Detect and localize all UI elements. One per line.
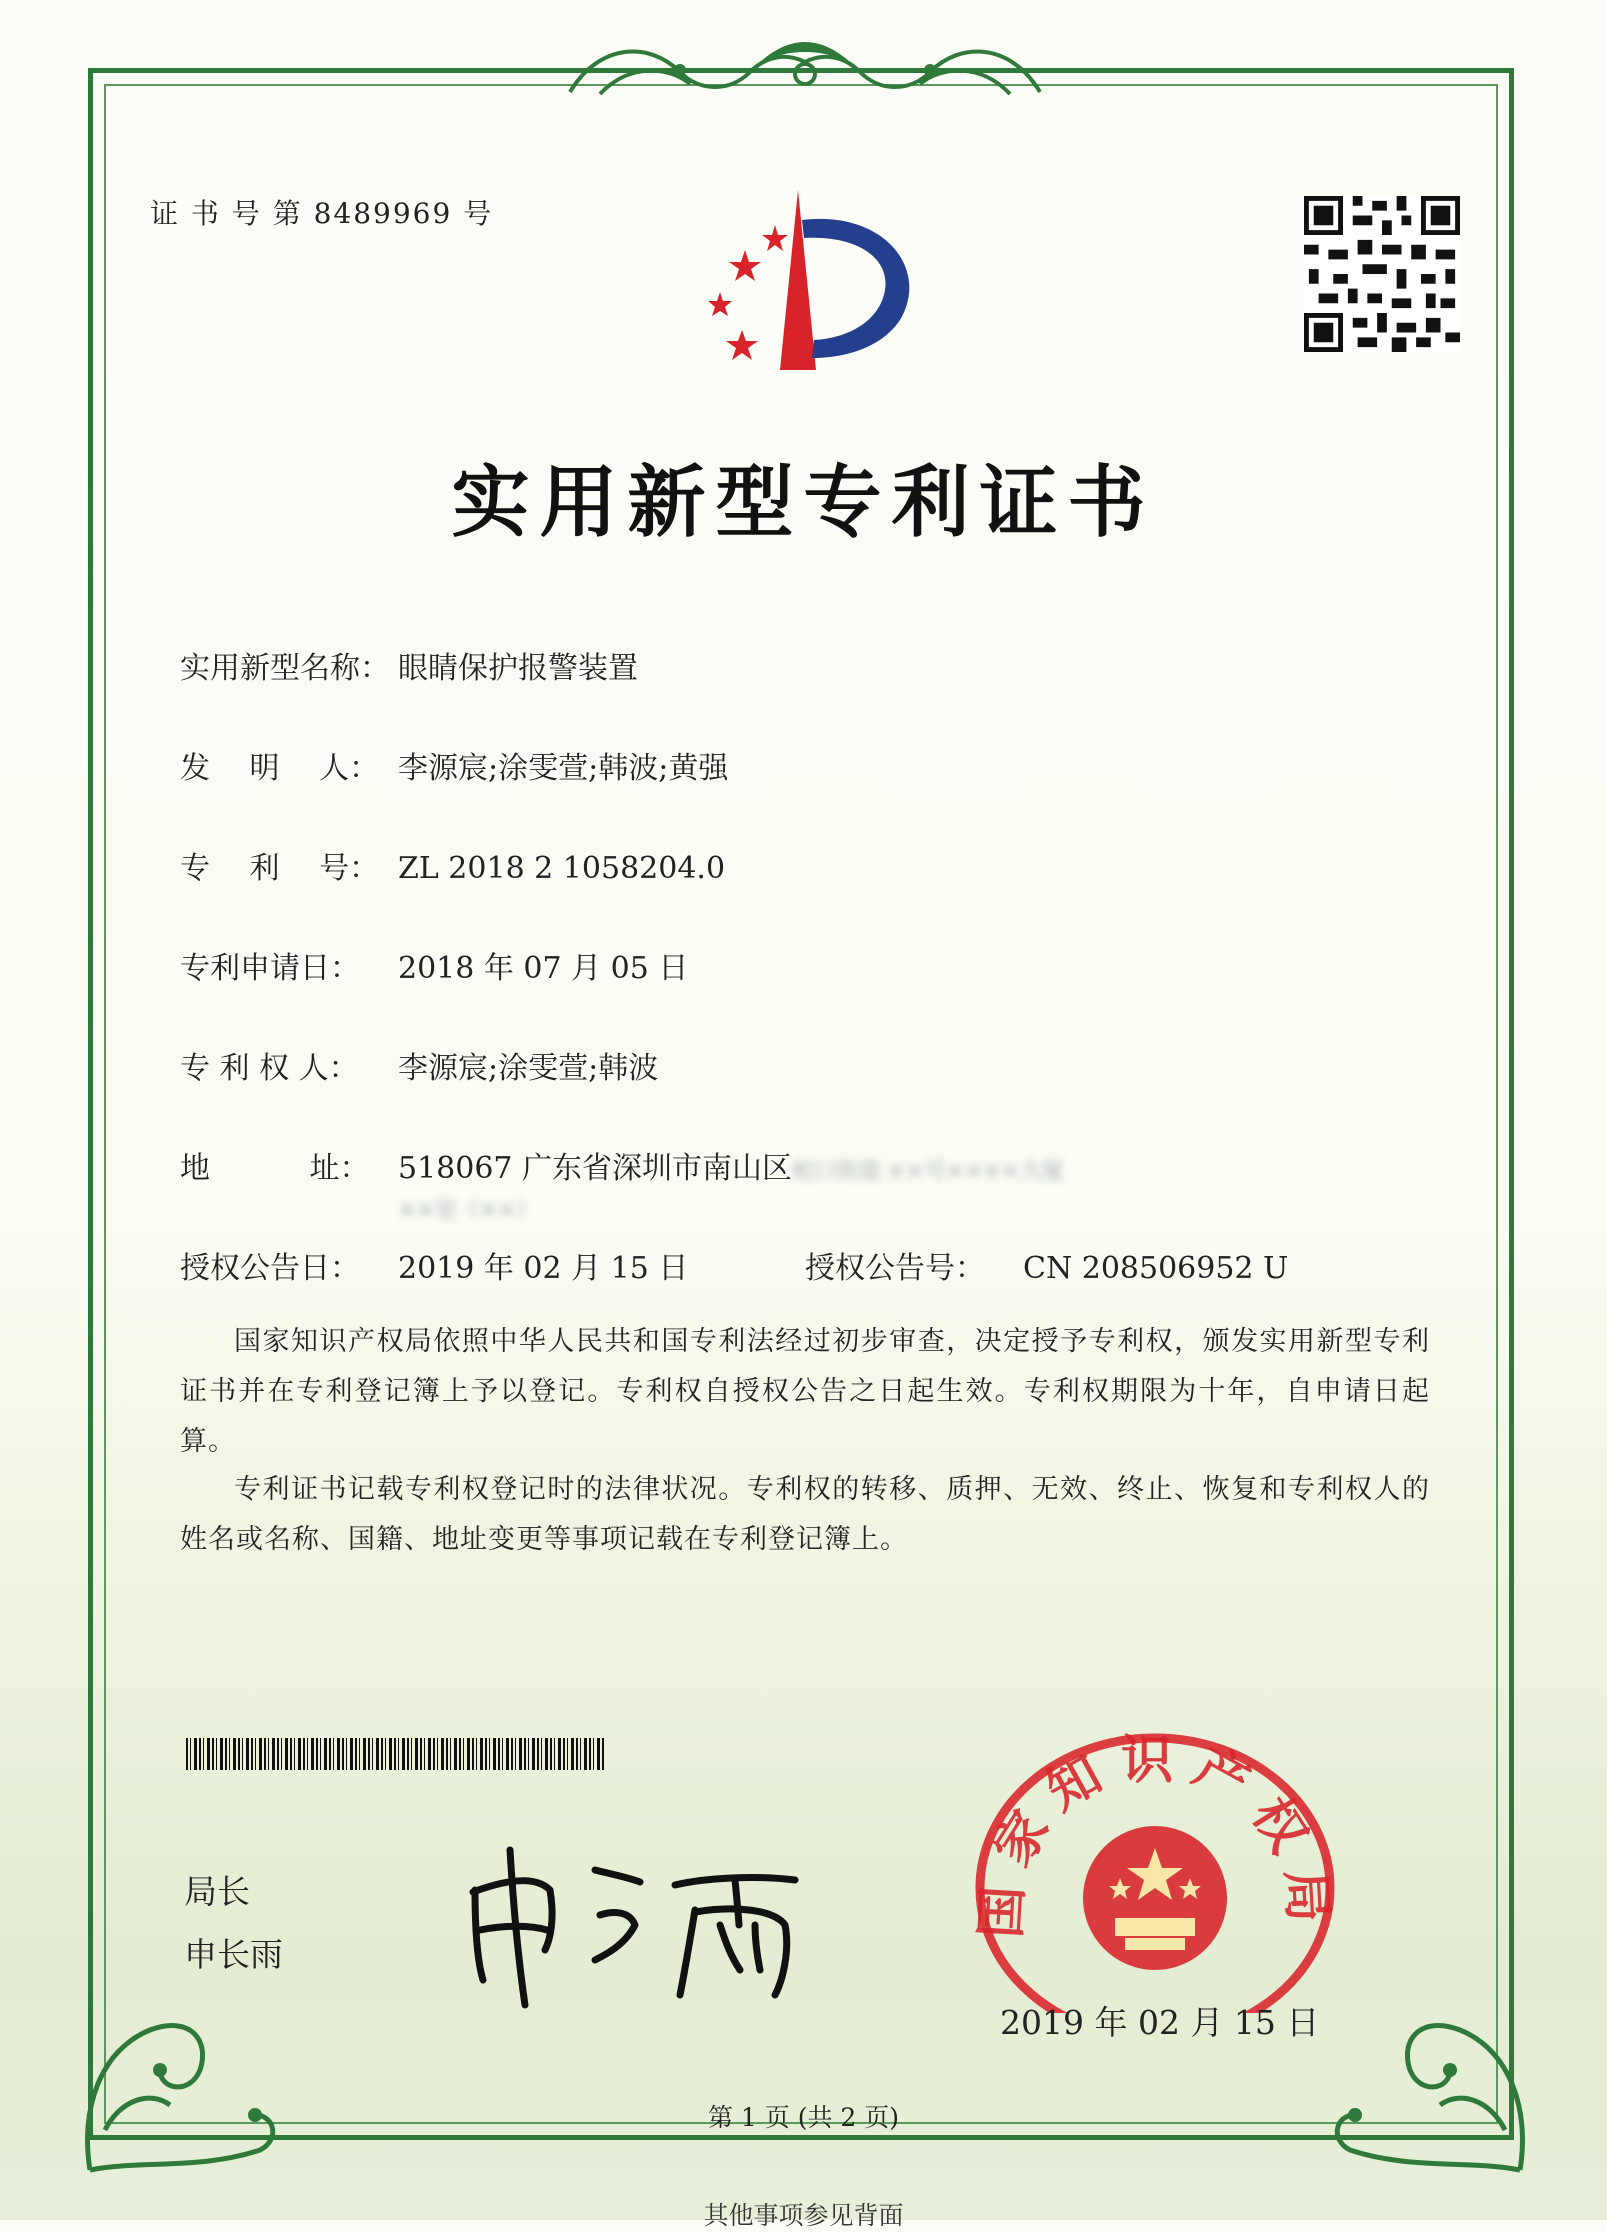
field-patentee [180, 1043, 658, 1087]
cnipa-logo-icon [680, 180, 940, 380]
field-value: 李源宸;涂雯萱;韩波 [398, 1051, 659, 1086]
field-label: 专 利 号： [180, 851, 380, 886]
field-grant-number [805, 1243, 1288, 1287]
field-value: 2018 年 07 月 05 日 [398, 951, 689, 986]
field-grant-date [180, 1243, 688, 1287]
director-name: 申长雨 [184, 1935, 283, 1974]
document-title: 实用新型专利证书 [451, 458, 1156, 548]
page-number: 第 1 页 (共 2 页) [707, 2103, 900, 2132]
body-paragraph-2: 专利证书记载专利权登记时的法律状况。专利权的转移、质押、无效、终止、恢复和专利权人的姓名或名称、国籍、地址变更等事项记载在专利登记簿上。 [180, 1474, 1430, 1555]
field-address-line2 [398, 1190, 538, 1234]
field-value: 518067 广东省深圳市南山区 [398, 1151, 793, 1186]
seal-date: 2019 年 02 月 15 日 [1000, 2003, 1320, 2042]
field-label: 发 明 人： [180, 751, 380, 786]
address-blurred-line1: 蛇口街道 ××号××××大厦 [792, 1159, 1064, 1184]
bottom-right-ornament [1320, 1930, 1550, 2180]
field-label: 实用新型名称： [180, 651, 390, 686]
seal-text: 国家知识产权局 [971, 1730, 1339, 1940]
field-address [180, 1143, 1064, 1187]
field-label: 专 利 权 人： [180, 1051, 359, 1086]
director-signature [455, 1830, 815, 2010]
field-label: 地 址： [180, 1151, 370, 1186]
field-utility-model-name [180, 643, 638, 687]
field-value: 眼睛保护报警装置 [398, 651, 638, 686]
address-blurred-line2: ××室（××） [398, 1198, 538, 1223]
field-value: 2019 年 02 月 15 日 [398, 1251, 689, 1286]
field-value: CN 208506952 U [1023, 1251, 1289, 1286]
field-filing-date [180, 943, 688, 987]
barcode [186, 1738, 604, 1770]
body-paragraph-1: 国家知识产权局依照中华人民共和国专利法经过初步审查，决定授予专利权，颁发实用新型专利证书并在专利登记簿上予以登记。专利权自授权公告之日起生效。专利权期限为十年，自申请日起算。 [180, 1326, 1430, 1457]
field-patent-number [180, 843, 725, 887]
qr-code-icon [1302, 196, 1462, 352]
certificate-number: 证 书 号 第 8489969 号 [150, 197, 494, 230]
official-seal [965, 1713, 1345, 2013]
field-inventors [180, 743, 728, 787]
director-title: 局长 [184, 1872, 250, 1911]
bottom-note: 其他事项参见背面 [703, 2201, 904, 2230]
field-value: 李源宸;涂雯萱;韩波;黄强 [398, 751, 729, 786]
field-label: 专利申请日： [180, 951, 360, 986]
field-label: 授权公告日： [180, 1251, 360, 1286]
field-value: ZL 2018 2 1058204.0 [398, 851, 726, 886]
top-ornament [560, 22, 1050, 112]
field-label: 授权公告号： [805, 1251, 985, 1286]
